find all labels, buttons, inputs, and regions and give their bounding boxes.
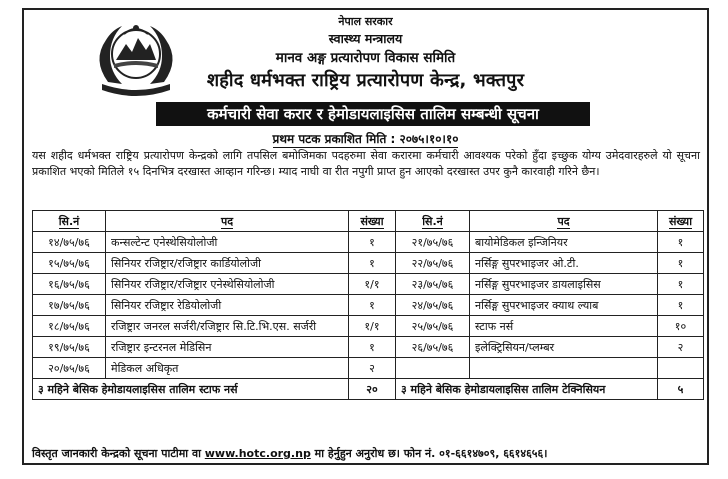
table-cell: १ (658, 253, 704, 274)
table-cell: १ (349, 295, 396, 316)
header-government: नेपाल सरकार (338, 15, 393, 28)
footer-text-after: मा हेर्नुहुन अनुरोध छ। फोन नं. ०१-६६१४७०९, ६६१४६५६। (310, 447, 548, 460)
table-cell: इलेक्ट्रिसियन/प्लम्बर (470, 337, 658, 358)
table-cell: १/१ (349, 316, 396, 337)
table-cell: नर्सिङ्ग सुपरभाइजर क्याथ ल्याब (470, 295, 658, 316)
table-cell: सिनियर रजिष्ट्रार रेडियोलोजी (106, 295, 349, 316)
table-cell: बायोमेडिकल इन्जिनियर (470, 232, 658, 253)
col-header-post-2: पद (470, 211, 658, 232)
col-header-post: पद (106, 211, 349, 232)
table-cell: १ (349, 232, 396, 253)
table-cell (658, 358, 704, 379)
training-nurse-label: ३ महिने बेसिक हेमोडायलाइसिस तालिम स्टाफ नर्स (33, 379, 349, 400)
table-cell: १ (349, 337, 396, 358)
table-cell: नर्सिङ्ग सुपरभाइजर डायलाइसिस (470, 274, 658, 295)
table-cell: २०/७५/७६ (33, 358, 106, 379)
table-cell: १४/७५/७६ (33, 232, 106, 253)
table-cell: १ (349, 253, 396, 274)
training-row (33, 379, 704, 400)
table-row (33, 232, 704, 253)
table-cell (396, 358, 470, 379)
table-header-row (33, 211, 704, 232)
footer-text-before: विस्तृत जानकारी केन्द्रको सूचना पाटीमा वा (32, 447, 205, 460)
table-cell: २४/७५/७६ (396, 295, 470, 316)
table-cell: १/१ (349, 274, 396, 295)
training-nurse-count: २० (349, 379, 396, 400)
website-link[interactable]: www.hotc.org.np (204, 447, 311, 460)
table-cell: नर्सिङ्ग सुपरभाइजर ओ.टी. (470, 253, 658, 274)
publication-date-text: प्रथम पटक प्रकाशित मिति : २०७५।१०।१० (272, 132, 459, 146)
training-technician-count: ५ (658, 379, 704, 400)
table-cell: १८/७५/७६ (33, 316, 106, 337)
table-cell: रजिष्ट्रार जनरल सर्जरी/रजिष्ट्रार सि.टि.भि.एस. सर्जरी (106, 316, 349, 337)
notice-frame (22, 8, 709, 465)
table-cell (470, 358, 658, 379)
table-cell: सिनियर रजिष्ट्रार/रजिष्ट्रार एनेस्थेसियोलोजी (106, 274, 349, 295)
table-cell: १ (658, 232, 704, 253)
table-cell: १६/७५/७६ (33, 274, 106, 295)
header-ministry: स्वास्थ्य मन्त्रालय (328, 31, 403, 46)
table-row (33, 316, 704, 337)
notice-paragraph: यस शहीद धर्मभक्त राष्ट्रिय प्रत्यारोपण केन्द्रको लागि तपसिल बमोजिमका पदहरुमा सेवा करारमा कर्मचारी आवश्यक परेको हुँदा इच्छुक योग्य उमेदवारहरुले यो सूचना प्रकाशित भएको मितिले १५ दिनभित्र दरखास्त आव्हान गरिन्छ। म्याद नाघी वा रीत नपुगी प्राप्त हुन आएको दरखास्त उपर कुनै कारवाही गरिने छैन। (32, 149, 700, 178)
table-row (33, 358, 704, 379)
table-cell: २६/७५/७६ (396, 337, 470, 358)
col-header-count: संख्या (349, 211, 396, 232)
table-cell: १० (658, 316, 704, 337)
table-cell: २ (658, 337, 704, 358)
table-cell: २५/७५/७६ (396, 316, 470, 337)
table-cell: १५/७५/७६ (33, 253, 106, 274)
table-row (33, 274, 704, 295)
col-header-count-2: संख्या (658, 211, 704, 232)
table-cell: सिनियर रजिष्ट्रार/रजिष्ट्रार कार्डियोलोजी (106, 253, 349, 274)
table-cell: रजिष्ट्रार इन्टरनल मेडिसिन (106, 337, 349, 358)
training-technician-label: ३ महिने बेसिक हेमोडायलाइसिस तालिम टेक्निसियन (396, 379, 658, 400)
col-header-sn-2: सि.नं (396, 211, 470, 232)
table-cell: १ (658, 295, 704, 316)
table-row (33, 337, 704, 358)
table-cell: १९/७५/७६ (33, 337, 106, 358)
table-cell: स्टाफ नर्स (470, 316, 658, 337)
header-center: शहीद धर्मभक्त राष्ट्रिय प्रत्यारोपण केन्द्र, भक्तपुर (206, 70, 525, 91)
footer-note (32, 446, 702, 461)
col-header-sn: सि.नं (33, 211, 106, 232)
table-cell: १ (658, 274, 704, 295)
table-cell: १७/७५/७६ (33, 295, 106, 316)
table-cell: मेडिकल अधिकृत (106, 358, 349, 379)
table-row (33, 253, 704, 274)
table-cell: २ (349, 358, 396, 379)
table-cell: २२/७५/७६ (396, 253, 470, 274)
table-cell: कन्सल्टेन्ट एनेस्थेसियोलोजी (106, 232, 349, 253)
table-cell: २१/७५/७६ (396, 232, 470, 253)
positions-table (32, 210, 704, 400)
header-committee: मानव अङ्ग प्रत्यारोपण विकास समिति (275, 50, 456, 66)
publication-date (24, 130, 707, 147)
table-row (33, 295, 704, 316)
notice-title-banner: कर्मचारी सेवा करार र हेमोडायलाइसिस तालिम सम्बन्धी सूचना (156, 102, 590, 126)
table-cell: २३/७५/७६ (396, 274, 470, 295)
